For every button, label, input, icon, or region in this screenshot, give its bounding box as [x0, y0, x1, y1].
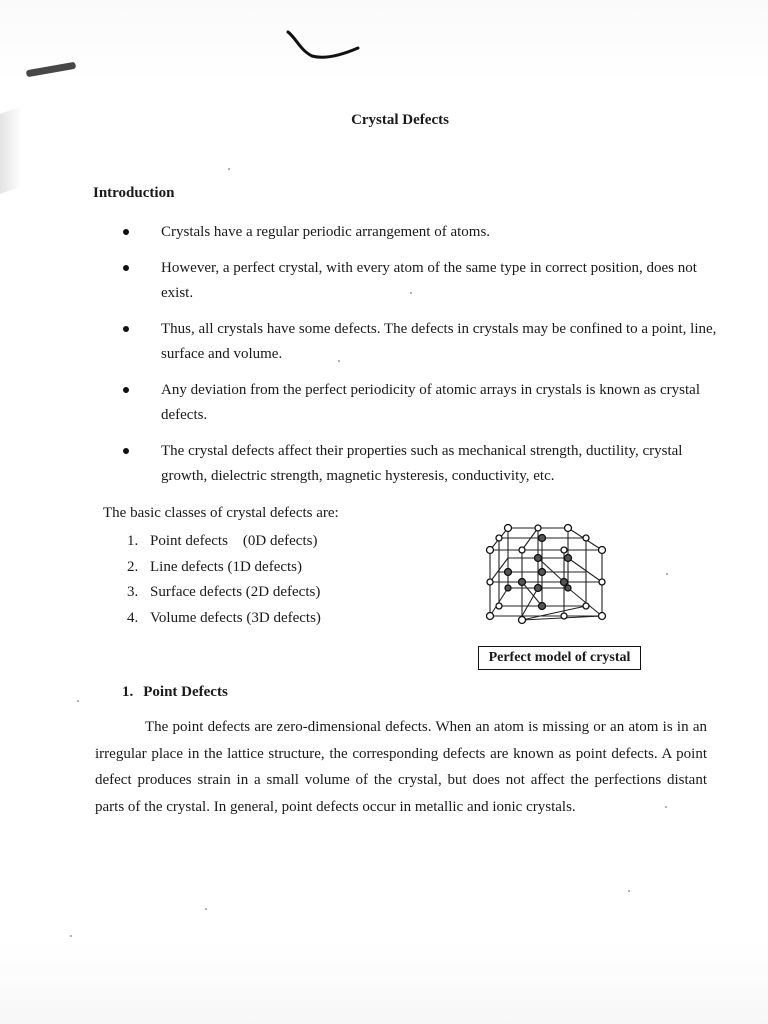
- scan-speck: [338, 360, 340, 362]
- introduction-heading: Introduction: [93, 185, 175, 201]
- list-item: [118, 317, 718, 367]
- introduction-bullet-list: [118, 220, 718, 500]
- list-label: Volume defects (3D defects): [150, 609, 321, 626]
- section-title: Point Defects: [143, 684, 228, 700]
- bullet-text: However, a perfect crystal, with every atom of the same type in correct position, does not exist.: [161, 260, 697, 301]
- list-label: Surface defects (2D defects): [150, 584, 321, 600]
- list-label: Line defects (1D defects): [150, 558, 303, 575]
- bullet-icon: [123, 448, 129, 454]
- bullet-icon: [123, 387, 129, 393]
- scan-speck: [205, 908, 207, 910]
- list-item: [118, 378, 718, 428]
- bullet-text: Any deviation from the perfect periodicity of atomic arrays in crystals is known as crystal defects.: [161, 382, 701, 423]
- scan-speck: [665, 806, 667, 808]
- bullet-text: The crystal defects affect their properties such as mechanical strength, ductility, crystal growth, dielectric strength, magnetic hysteresis, conductivity, etc.: [161, 443, 683, 484]
- list-item: [118, 220, 718, 245]
- scan-speck: [628, 890, 630, 892]
- figure-caption: Perfect model of crystal: [478, 646, 641, 670]
- list-item: [118, 439, 718, 489]
- bullet-icon: [123, 326, 129, 332]
- scan-speck: [70, 935, 72, 937]
- scan-speck: [666, 573, 668, 575]
- list-number: 2.: [127, 558, 139, 575]
- bullet-icon: [123, 265, 129, 271]
- point-defects-paragraph: The point defects are zero-dimensional defects. When an atom is missing or an atom is in an irregular place in the lattice structure, the corresponding defects are known as point defects. A point defect produces strain in a small volume of the crystal, but does not affect the perfections distant parts of the crystal. In general, point defects occur in metallic and ionic crystals.: [95, 719, 707, 815]
- list-item: [127, 580, 321, 606]
- defect-classes-intro: The basic classes of crystal defects are:: [103, 505, 339, 521]
- list-number: 4.: [127, 609, 139, 626]
- section-number: 1.: [122, 684, 134, 700]
- list-item: [127, 555, 321, 581]
- bullet-text: Crystals have a regular periodic arrangement of atoms.: [161, 224, 491, 240]
- point-defects-heading: [122, 684, 228, 701]
- scan-speck: [77, 700, 79, 702]
- scan-artifact-mark: [26, 62, 76, 78]
- list-item: [127, 529, 321, 555]
- list-number: 3.: [127, 584, 139, 600]
- scan-speck: [228, 168, 230, 170]
- bullet-icon: [123, 229, 129, 235]
- scan-speck: [410, 292, 412, 294]
- page-title: Crystal Defects: [351, 112, 449, 128]
- crystal-lattice-figure: [482, 520, 612, 638]
- list-label: Point defects (0D defects): [150, 533, 318, 549]
- list-item: [127, 606, 321, 632]
- list-item: [118, 256, 718, 306]
- list-number: 1.: [127, 533, 139, 549]
- scan-artifact-hook: [282, 28, 362, 64]
- defect-classes-list: [127, 529, 321, 631]
- bullet-text: Thus, all crystals have some defects. The defects in crystals may be confined to a point, line, surface and volume.: [161, 321, 717, 362]
